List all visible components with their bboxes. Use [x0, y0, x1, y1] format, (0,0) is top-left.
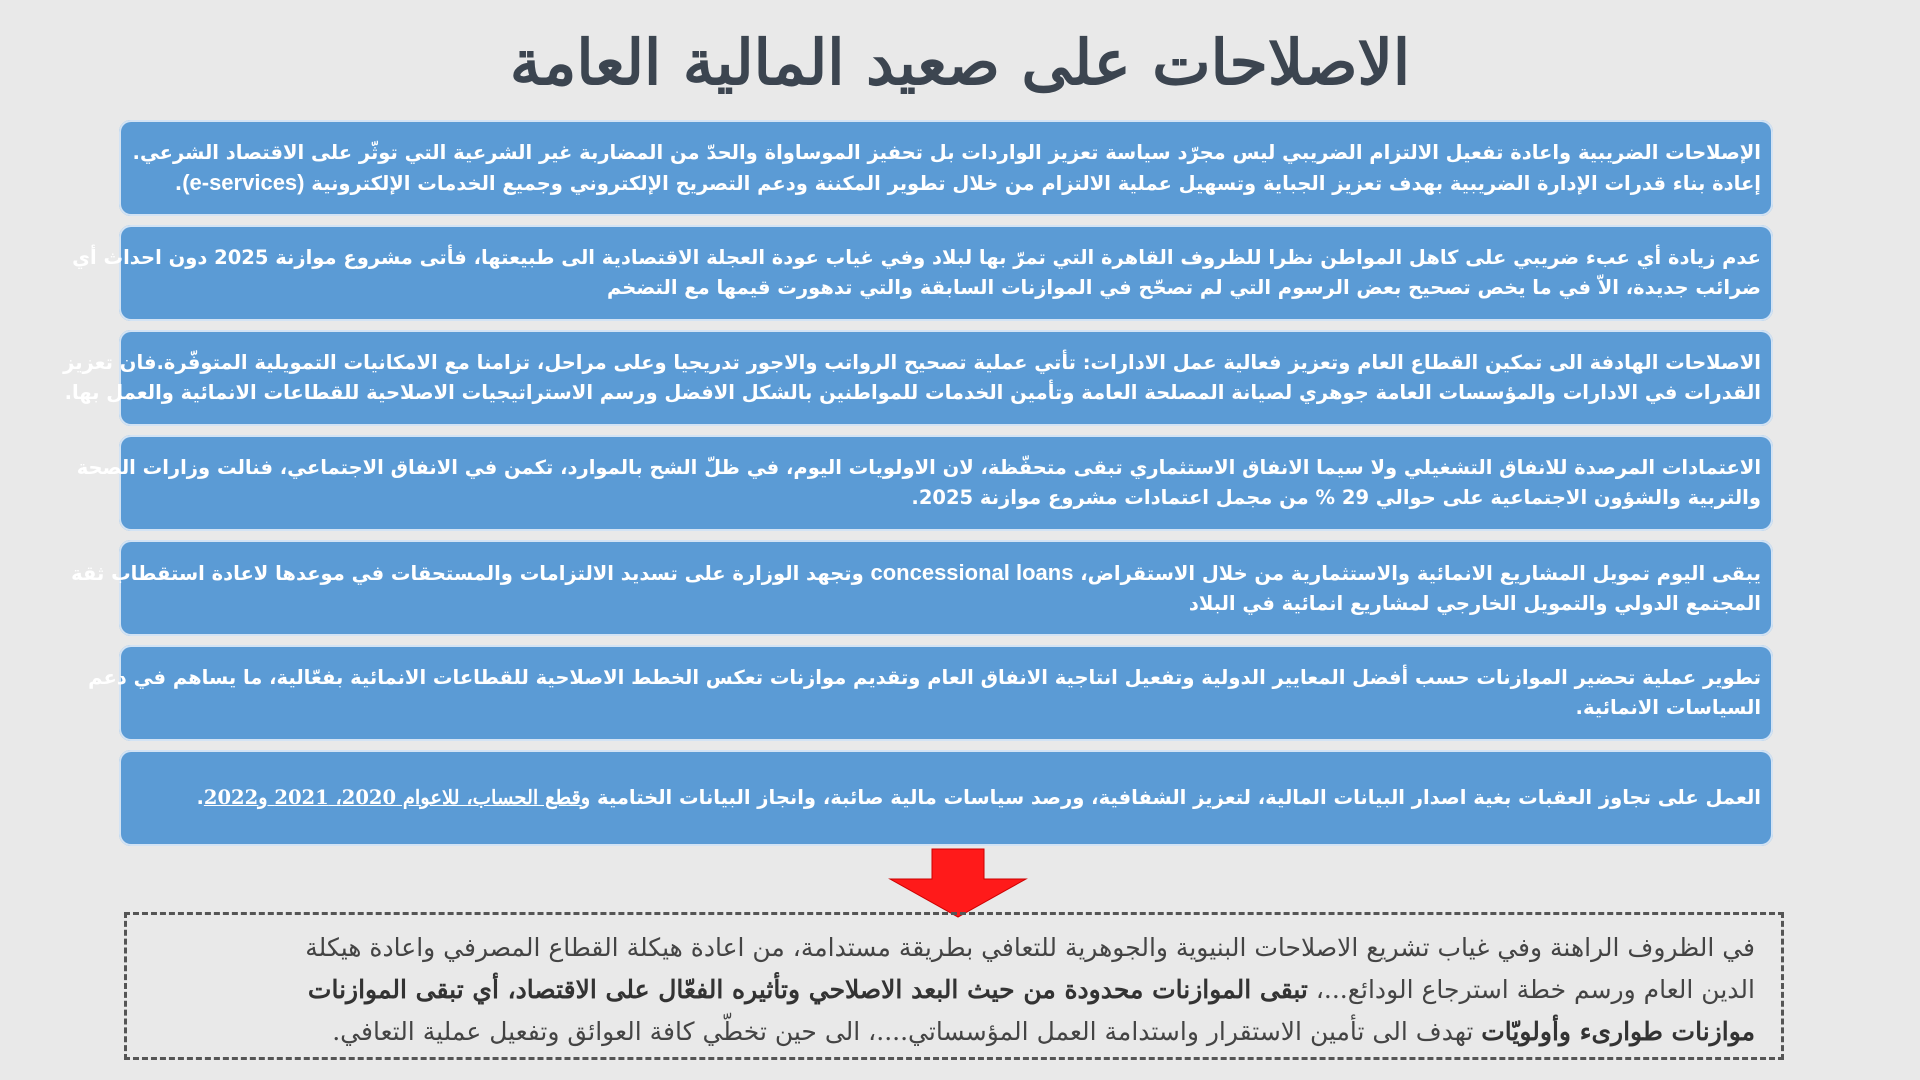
box-line: القدرات في الادارات والمؤسسات العامة جوهري لصيانة المصلحة العامة وتأمين الخدمات للمواطنين بالشكل الافضل ورسم الاستراتيجيات الاصلاحية للقطاعات الانمائية والعمل بها. — [64, 381, 1761, 404]
reform-box-public-sector — [63, 330, 1773, 426]
page-title: الاصلاحات على صعيد المالية العامة — [509, 26, 1411, 99]
box-line: العمل على تجاوز العقبات بغية اصدار البيانات المالية، لتعزيز الشفافية، ورصد سياسات مالية صائبة، وانجاز البيانات الختامية وقطع الحساب، للاعوام 2020، 2021 و2022. — [196, 786, 1761, 809]
box-line: السياسات الانمائية. — [1575, 696, 1761, 719]
reform-box-no-new-tax — [72, 225, 1773, 321]
conclusion-note — [124, 912, 1784, 1060]
box-line: إعادة بناء قدرات الإدارة الضريبية بهدف تعزيز الجباية وتسهيل عملية الالتزام من خلال تطوير المكننة ودعم التصريح الإلكتروني وجميع الخدمات الإلكترونية (e-services). — [174, 169, 1761, 195]
reform-box-budget-prep — [88, 645, 1773, 741]
down-arrow-icon — [888, 849, 1028, 919]
box-line: الإصلاحات الضريبية واعادة تفعيل الالتزام الضريبي ليس مجرّد سياسة تعزيز الواردات بل تحفيز الموساواة والحدّ من المضاربة غير الشرعية التي توثّر على الاقتصاد الشرعي. — [132, 140, 1761, 164]
box-line: الاصلاحات الهادفة الى تمكين القطاع العام وتعزيز فعالية عمل الادارات: تأتي عملية تصحيح الرواتب والاجور تدريجيا وعلى مراحل، تزامنا مع الامكانيات التمويلية المتوفّرة.فان تعزيز — [63, 351, 1761, 374]
box-line: يبقى اليوم تمويل المشاريع الانمائية والاستثمارية من خلال الاستقراض، concessional loans وتجهد الوزارة على تسديد الالتزامات والمستحقات في موعدها لاعادة استقطاب ثقة — [71, 559, 1761, 585]
note-line: الدين العام ورسم خطة استرجاع الودائع...، تبقى الموازنات محدودة من حيث البعد الاصلاحي وتأثيره الفعّال على الاقتصاد، أي تبقى الموازنات — [307, 975, 1755, 1004]
concessional-loans-text: concessional loans — [870, 559, 1074, 585]
reform-box-loans — [71, 540, 1773, 636]
reform-box-financial-statements — [119, 750, 1773, 846]
box-line: ضرائب جديدة، الاّ في ما يخص تصحيح بعض الرسوم التي لم تصحّح في الموازنات السابقة والتي تدهورت قيمها مع التضخم — [606, 276, 1761, 299]
accounts-years-text: وقطع الحساب، للاعوام 2020، 2021 و2022 — [203, 786, 591, 809]
box-line: تطوير عملية تحضير الموازنات حسب أفضل المعايير الدولية وتفعيل انتاجية الانفاق العام وتقديم موازنات تعكس الخطط الاصلاحية للقطاعات الانمائية بفعّالية، ما يساهم في دعم — [88, 666, 1761, 689]
box-line: عدم زيادة أي عبء ضريبي على كاهل المواطن نظرا للظروف القاهرة التي تمرّ بها لبلاد وفي غياب عودة العجلة الاقتصادية الى طبيعتها، فأتى مشروع موازنة 2025 دون احداث أي — [72, 246, 1761, 269]
box-line: والتربية والشؤون الاجتماعية على حوالي 29 % من مجمل اعتمادات مشروع موازنة 2025. — [911, 486, 1761, 509]
box-line: الاعتمادات المرصدة للانفاق التشغيلي ولا سيما الانفاق الاستثماري تبقى متحفّظة، لان الاولويات اليوم، في ظلّ الشح بالموارد، تكمن في الانفاق الاجتماعي، فنالت وزارات الصحة — [76, 456, 1761, 479]
note-line: موازنات طوارىء وأولويّات تهدف الى تأمين الاستقرار واستدامة العمل المؤسساتي....، الى حين تخطّي كافة العوائق وتفعيل عملية التعافي. — [332, 1017, 1755, 1046]
note-line: في الظروف الراهنة وفي غياب تشريع الاصلاحات البنيوية والجوهرية للتعافي بطريقة مستدامة، من اعادة هيكلة القطاع المصرفي واعادة هيكلة — [305, 933, 1755, 962]
box-line: المجتمع الدولي والتمويل الخارجي لمشاريع انمائية في البلاد — [1188, 591, 1761, 615]
eservices-text: (e-services) — [182, 169, 305, 195]
reform-box-tax — [119, 120, 1773, 216]
reform-box-allocations — [76, 435, 1773, 531]
